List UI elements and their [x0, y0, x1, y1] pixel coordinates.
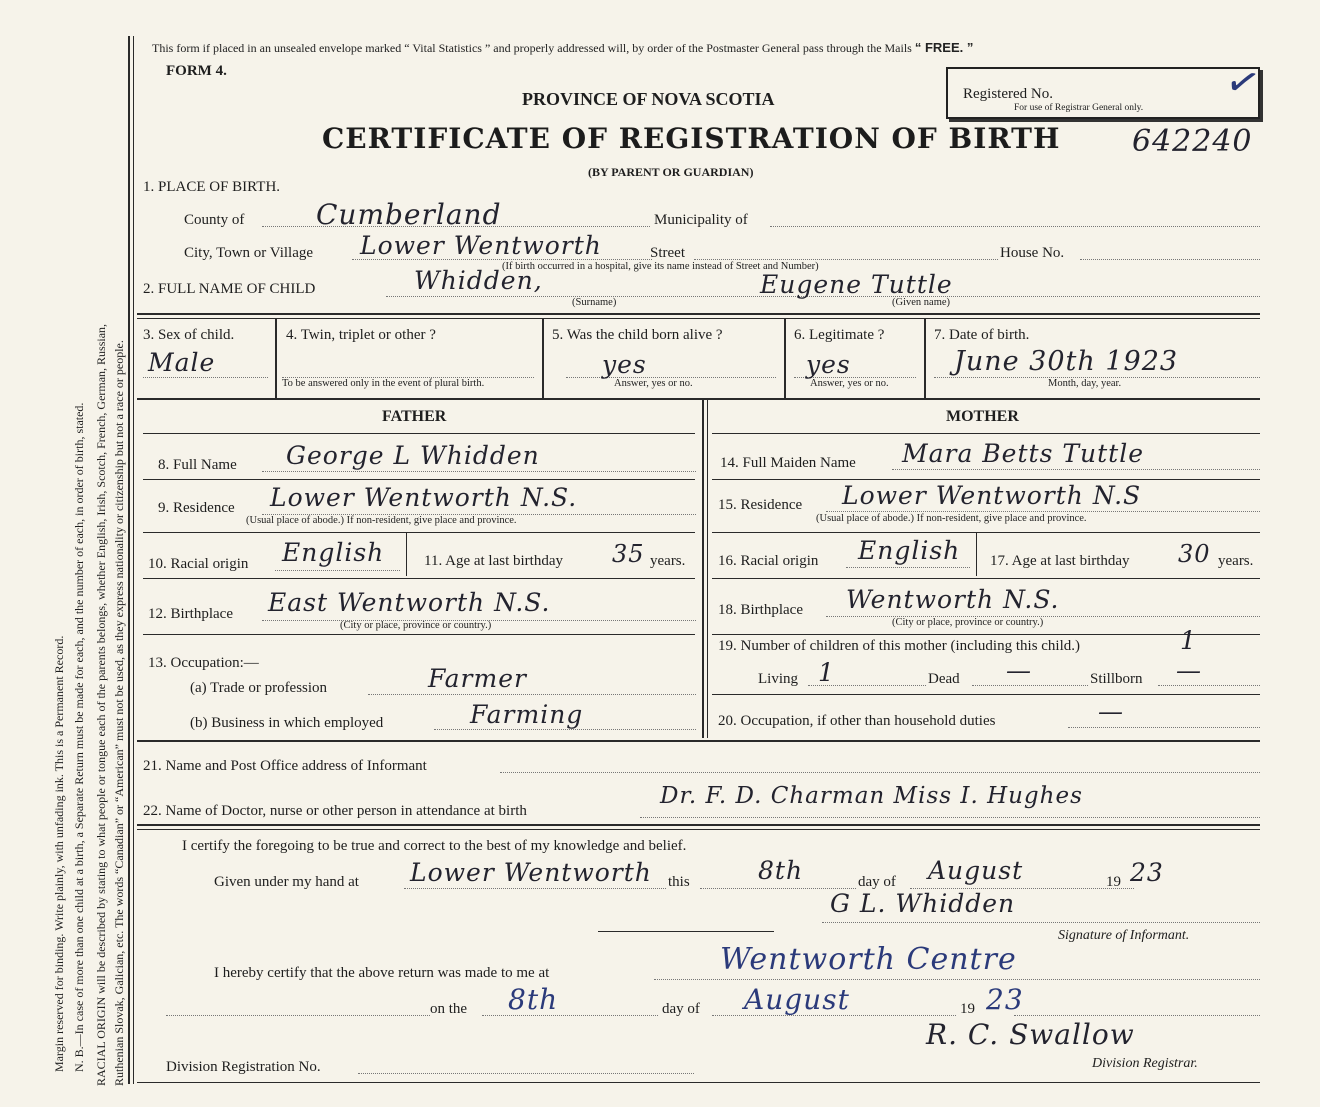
- father-birthplace-note: (City or place, province or country.): [340, 620, 492, 631]
- alive-label: 5. Was the child born alive ?: [552, 327, 723, 343]
- cert-place: Lower Wentworth: [410, 858, 652, 887]
- cert-year: 23: [1130, 858, 1164, 887]
- house-label: House No.: [1000, 245, 1065, 261]
- business-value: Farming: [470, 700, 584, 729]
- registered-note: For use of Registrar General only.: [1014, 103, 1144, 113]
- alive-value: yes: [602, 350, 647, 379]
- dob-value: June 30th 1923: [954, 346, 1179, 377]
- father-race: English: [282, 538, 385, 567]
- mother-age-label: 17. Age at last birthday: [990, 553, 1130, 569]
- informant-label: 21. Name and Post Office address of Informant: [143, 758, 427, 774]
- cert-month: August: [928, 856, 1024, 885]
- cert-given-label: Given under my hand at: [214, 874, 359, 890]
- father-residence: Lower Wentworth N.S.: [270, 483, 578, 512]
- surname-caption: (Surname): [572, 297, 617, 308]
- registrar-signature-label: Division Registrar.: [1092, 1056, 1198, 1071]
- registrar-year-prefix: 19: [960, 1001, 975, 1017]
- municipality-label: Municipality of: [654, 212, 748, 228]
- dob-note: Month, day, year.: [1048, 378, 1122, 389]
- province-heading: PROVINCE OF NOVA SCOTIA: [522, 89, 775, 109]
- registrar-signature: R. C. Swallow: [926, 1018, 1135, 1051]
- living-value: 1: [818, 658, 835, 687]
- twin-note: To be answered only in the event of plural birth.: [282, 378, 485, 389]
- mother-race-label: 16. Racial origin: [718, 553, 819, 569]
- mother-residence-label: 15. Residence: [718, 497, 803, 513]
- father-age: 35: [612, 540, 645, 568]
- cert-statement: I certify the foregoing to be true and correct to the best of my knowledge and belief.: [182, 838, 687, 854]
- informant-signature-label: Signature of Informant.: [1058, 928, 1190, 943]
- mother-name: Mara Betts Tuttle: [902, 439, 1144, 468]
- margin-border: [128, 36, 130, 1084]
- legitimate-note: Answer, yes or no.: [810, 378, 889, 389]
- child-name-label: 2. FULL NAME OF CHILD: [143, 281, 316, 297]
- child-surname: Whidden,: [414, 266, 543, 295]
- cert-this: this: [668, 874, 690, 890]
- registrar-year: 23: [986, 983, 1024, 1016]
- page-title: CERTIFICATE OF REGISTRATION OF BIRTH: [322, 122, 1061, 155]
- informant-signature: G L. Whidden: [830, 889, 1016, 918]
- mother-years: years.: [1218, 553, 1254, 569]
- mother-occupation: —: [1098, 697, 1124, 726]
- registrar-day: 8th: [508, 983, 559, 1016]
- place-heading: 1. PLACE OF BIRTH.: [143, 179, 281, 195]
- twin-label: 4. Twin, triplet or other ?: [286, 327, 436, 343]
- cert-year-prefix: 19: [1106, 874, 1121, 890]
- margin-binding-note: Margin reserved for binding. Write plainly, with unfading ink. This is a Permanent Record.: [52, 635, 66, 1072]
- street-label: Street: [650, 245, 685, 261]
- registered-number: 642240: [1132, 124, 1253, 159]
- hospital-note: (If birth occurred in a hospital, give its name instead of Street and Number): [502, 261, 819, 272]
- registered-label: Registered No.: [963, 86, 1053, 102]
- father-name: George L Whidden: [286, 441, 540, 470]
- father-occupation-label: 13. Occupation:—: [148, 655, 259, 671]
- doctor-value: Dr. F. D. Charman Miss I. Hughes: [660, 783, 1083, 809]
- alive-note: Answer, yes or no.: [614, 378, 693, 389]
- registrar-on-the: on the: [430, 1001, 468, 1017]
- check-mark-icon: ✓: [1220, 56, 1266, 110]
- cert-day: 8th: [758, 856, 804, 885]
- dead-label: Dead: [928, 671, 960, 687]
- mother-occupation-label: 20. Occupation, if other than household duties: [718, 713, 996, 729]
- registrar-month: August: [744, 983, 850, 1016]
- registrar-place: Wentworth Centre: [720, 942, 1017, 977]
- mother-age: 30: [1178, 540, 1211, 568]
- living-label: Living: [758, 671, 798, 687]
- cert-day-of: day of: [858, 874, 896, 890]
- father-residence-label: 9. Residence: [158, 500, 235, 516]
- father-birthplace-label: 12. Birthplace: [148, 606, 233, 622]
- father-birthplace: East Wentworth N.S.: [268, 588, 551, 617]
- dob-label: 7. Date of birth.: [934, 327, 1030, 343]
- city-value: Lower Wentworth: [360, 231, 602, 260]
- mother-heading: MOTHER: [946, 408, 1019, 425]
- division-registration-label: Division Registration No.: [166, 1059, 321, 1075]
- business-label: (b) Business in which employed: [190, 715, 384, 731]
- father-race-label: 10. Racial origin: [148, 556, 249, 572]
- child-given-name: Eugene Tuttle: [760, 270, 953, 299]
- county-label: County of: [184, 212, 245, 228]
- margin-racial-note: RACIAL ORIGIN will be described by stating to what people or tongue each of the parents belongs, whether English, Irish, Scotch, French, German, Russian,: [94, 323, 108, 1086]
- legitimate-value: yes: [806, 350, 851, 379]
- mother-birthplace: Wentworth N.S.: [846, 585, 1060, 614]
- margin-nb-note: N. B.—In case of more than one child at a birth, a Separate Return must be made for each, and the number of each, in order of birth, stated.: [72, 402, 86, 1072]
- mail-notice: This form if placed in an unsealed envelope marked “ Vital Statistics ” and properly addressed will, by order of the Postmaster General pass through the Mails “ FREE. ”: [152, 40, 974, 55]
- legitimate-label: 6. Legitimate ?: [794, 327, 885, 343]
- page-subtitle: (BY PARENT OR GUARDIAN): [588, 165, 754, 179]
- mother-birthplace-note: (City or place, province or country.): [892, 617, 1044, 628]
- mother-residence-note: (Usual place of abode.) If non-resident, give place and province.: [816, 513, 1087, 524]
- children-count: 1: [1180, 626, 1197, 655]
- mother-residence: Lower Wentworth N.S: [842, 481, 1142, 510]
- margin-words-note: Ruthenian Slovak, Galician, etc. The words “Canadian” or “American” must not be used, as they express nationality or citizenship but not a race or people.: [112, 340, 126, 1086]
- father-name-label: 8. Full Name: [158, 457, 237, 473]
- children-count-label: 19. Number of children of this mother (including this child.): [718, 638, 1081, 654]
- father-residence-note: (Usual place of abode.) If non-resident, give place and province.: [246, 515, 517, 526]
- father-heading: FATHER: [382, 408, 447, 425]
- trade-label: (a) Trade or profession: [190, 680, 328, 696]
- sex-value: Male: [148, 348, 216, 377]
- county-value: Cumberland: [316, 198, 502, 231]
- city-label: City, Town or Village: [184, 245, 314, 261]
- given-caption: (Given name): [892, 297, 951, 308]
- doctor-label: 22. Name of Doctor, nurse or other person in attendance at birth: [143, 803, 527, 819]
- stillborn-label: Stillborn: [1090, 671, 1143, 687]
- margin-border-inner: [133, 36, 134, 1084]
- father-age-label: 11. Age at last birthday: [424, 553, 563, 569]
- stillborn-value: —: [1176, 656, 1202, 685]
- mother-race: English: [858, 536, 961, 565]
- registrar-day-of: day of: [662, 1001, 700, 1017]
- registrar-statement: I hereby certify that the above return was made to me at: [214, 965, 550, 981]
- sex-label: 3. Sex of child.: [143, 327, 235, 343]
- father-years: years.: [650, 553, 686, 569]
- mother-birthplace-label: 18. Birthplace: [718, 602, 803, 618]
- form-number: FORM 4.: [166, 63, 227, 79]
- dead-value: —: [1006, 656, 1032, 685]
- mother-name-label: 14. Full Maiden Name: [720, 455, 856, 471]
- trade-value: Farmer: [428, 664, 527, 693]
